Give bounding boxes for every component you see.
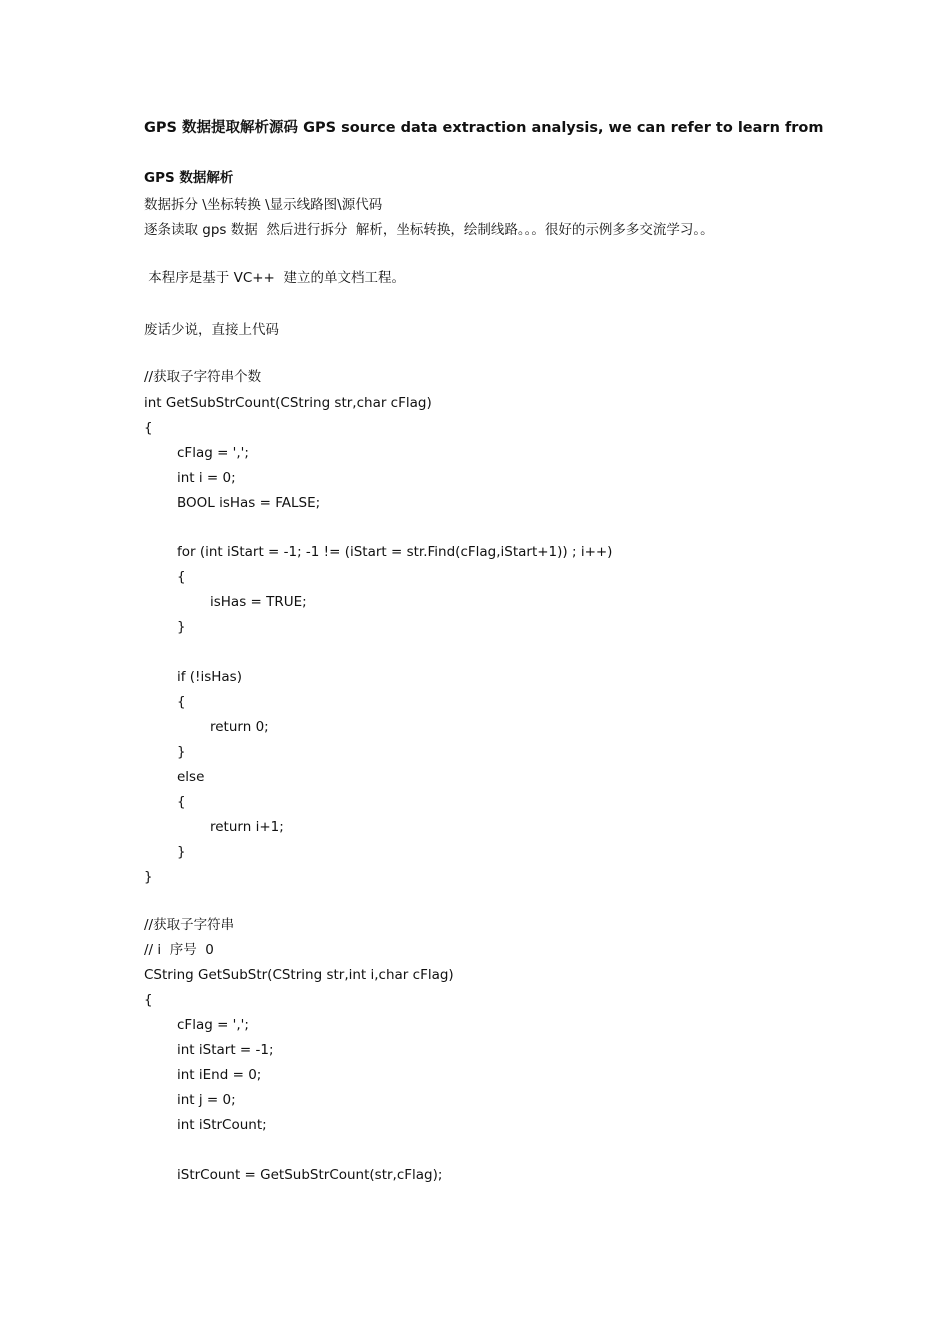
code-line: return 0; xyxy=(210,719,269,735)
code-line: { xyxy=(144,420,153,436)
code-line: iStrCount = GetSubStrCount(str,cFlag); xyxy=(177,1167,443,1183)
code-line: } xyxy=(177,619,186,635)
code-line: { xyxy=(177,794,186,810)
code-line: cFlag = ','; xyxy=(177,445,249,461)
code-line: cFlag = ','; xyxy=(177,1017,249,1033)
code-line: int iStart = -1; xyxy=(177,1042,274,1058)
code-line: { xyxy=(177,694,186,710)
code-signature: int GetSubStrCount(CString str,char cFlag) xyxy=(144,395,432,411)
note-text: 本程序是基于 VC++ 建立的单文档工程。 xyxy=(144,270,405,286)
code-comment: // i 序号 0 xyxy=(144,942,214,958)
code-comment: //获取子字符串个数 xyxy=(144,369,262,385)
code-line: isHas = TRUE; xyxy=(210,594,307,610)
code-line: for (int iStart = -1; -1 != (iStart = str.Find(cFlag,iStart+1)) ; i++) xyxy=(177,544,613,560)
code-line: { xyxy=(177,569,186,585)
section-subheading: 数据拆分 \坐标转换 \显示线路图\源代码 xyxy=(144,197,383,213)
code-line: int iStrCount; xyxy=(177,1117,267,1133)
code-line: int j = 0; xyxy=(177,1092,236,1108)
document-title: GPS 数据提取解析源码 GPS source data extraction analysis, we can refer to learn from xyxy=(144,120,824,136)
intro-text: 废话少说，直接上代码 xyxy=(144,322,279,338)
code-line: int iEnd = 0; xyxy=(177,1067,262,1083)
code-comment: //获取子字符串 xyxy=(144,917,235,933)
code-line: else xyxy=(177,769,205,785)
code-line: if (!isHas) xyxy=(177,669,242,685)
code-line: int i = 0; xyxy=(177,470,236,486)
description-text: 逐条读取 gps 数据 然后进行拆分 解析，坐标转换，绘制线路。。。很好的示例多多交流学习。。 xyxy=(144,222,714,238)
code-line: } xyxy=(177,844,186,860)
section-heading: GPS 数据解析 xyxy=(144,170,234,186)
code-line: { xyxy=(144,992,153,1008)
code-line: } xyxy=(144,869,153,885)
code-line: } xyxy=(177,744,186,760)
code-signature: CString GetSubStr(CString str,int i,char cFlag) xyxy=(144,967,454,983)
code-line: return i+1; xyxy=(210,819,284,835)
code-line: BOOL isHas = FALSE; xyxy=(177,495,321,511)
